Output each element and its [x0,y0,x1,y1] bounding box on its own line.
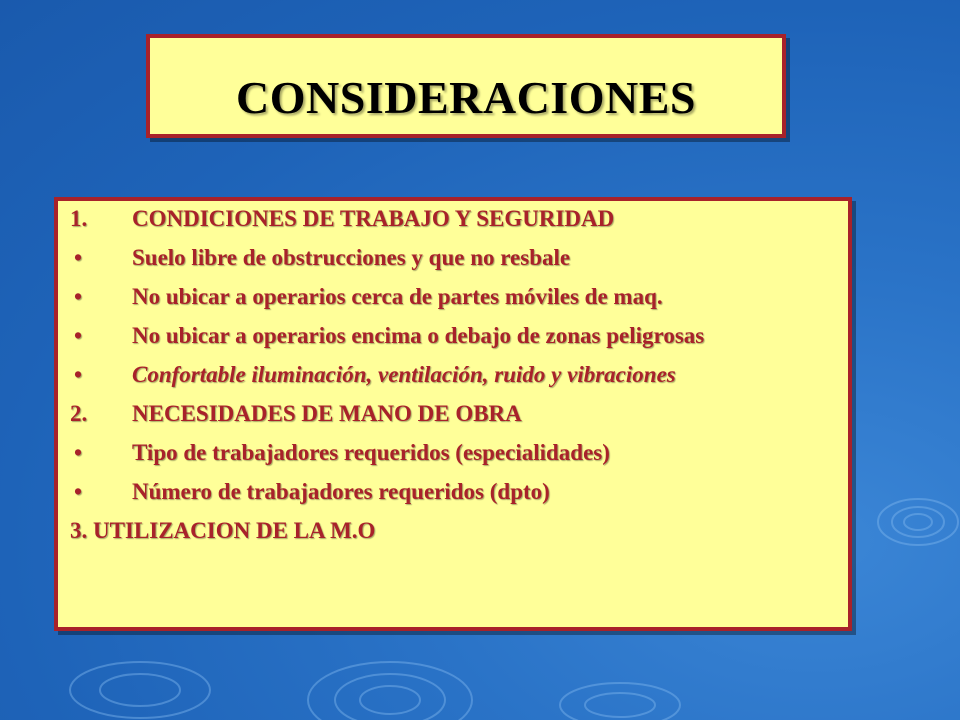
list-item-text: Suelo libre de obstrucciones y que no resbale [132,245,571,270]
list-item [70,519,838,542]
title-box [146,34,786,138]
list-item-text: No ubicar a operarios encima o debajo de zonas peligrosas [132,323,705,348]
list-item-text: UTILIZACION DE LA M.O [93,518,376,543]
list-item-text: Tipo de trabajadores requeridos (especialidades) [132,440,610,465]
bullet-marker: • [74,245,83,270]
bullet-marker: • [74,323,83,348]
bullet-marker: • [74,284,83,309]
list-item [70,207,838,230]
bullet-marker: • [74,362,83,387]
list-item [70,246,838,269]
list-marker: 2. [70,401,88,426]
page-title: CONSIDERACIONES [236,71,696,123]
list-item [70,285,838,308]
list-item-text: NECESIDADES DE MANO DE OBRA [132,401,522,426]
list-item [70,480,838,503]
content-box [54,197,852,631]
list-marker: 3. [70,518,88,543]
list-marker: 1. [70,206,88,231]
list-item [70,441,838,464]
list-item-text: Número de trabajadores requeridos (dpto) [132,479,550,504]
bullet-marker: • [74,440,83,465]
list-item-text: CONDICIONES DE TRABAJO Y SEGURIDAD [132,206,615,231]
list-item-text: Confortable iluminación, ventilación, ruido y vibraciones [132,362,676,387]
list-item [70,363,838,386]
list-item-text: No ubicar a operarios cerca de partes móviles de maq. [132,284,663,309]
bullet-marker: • [74,479,83,504]
list-item [70,324,838,347]
list-item [70,402,838,425]
